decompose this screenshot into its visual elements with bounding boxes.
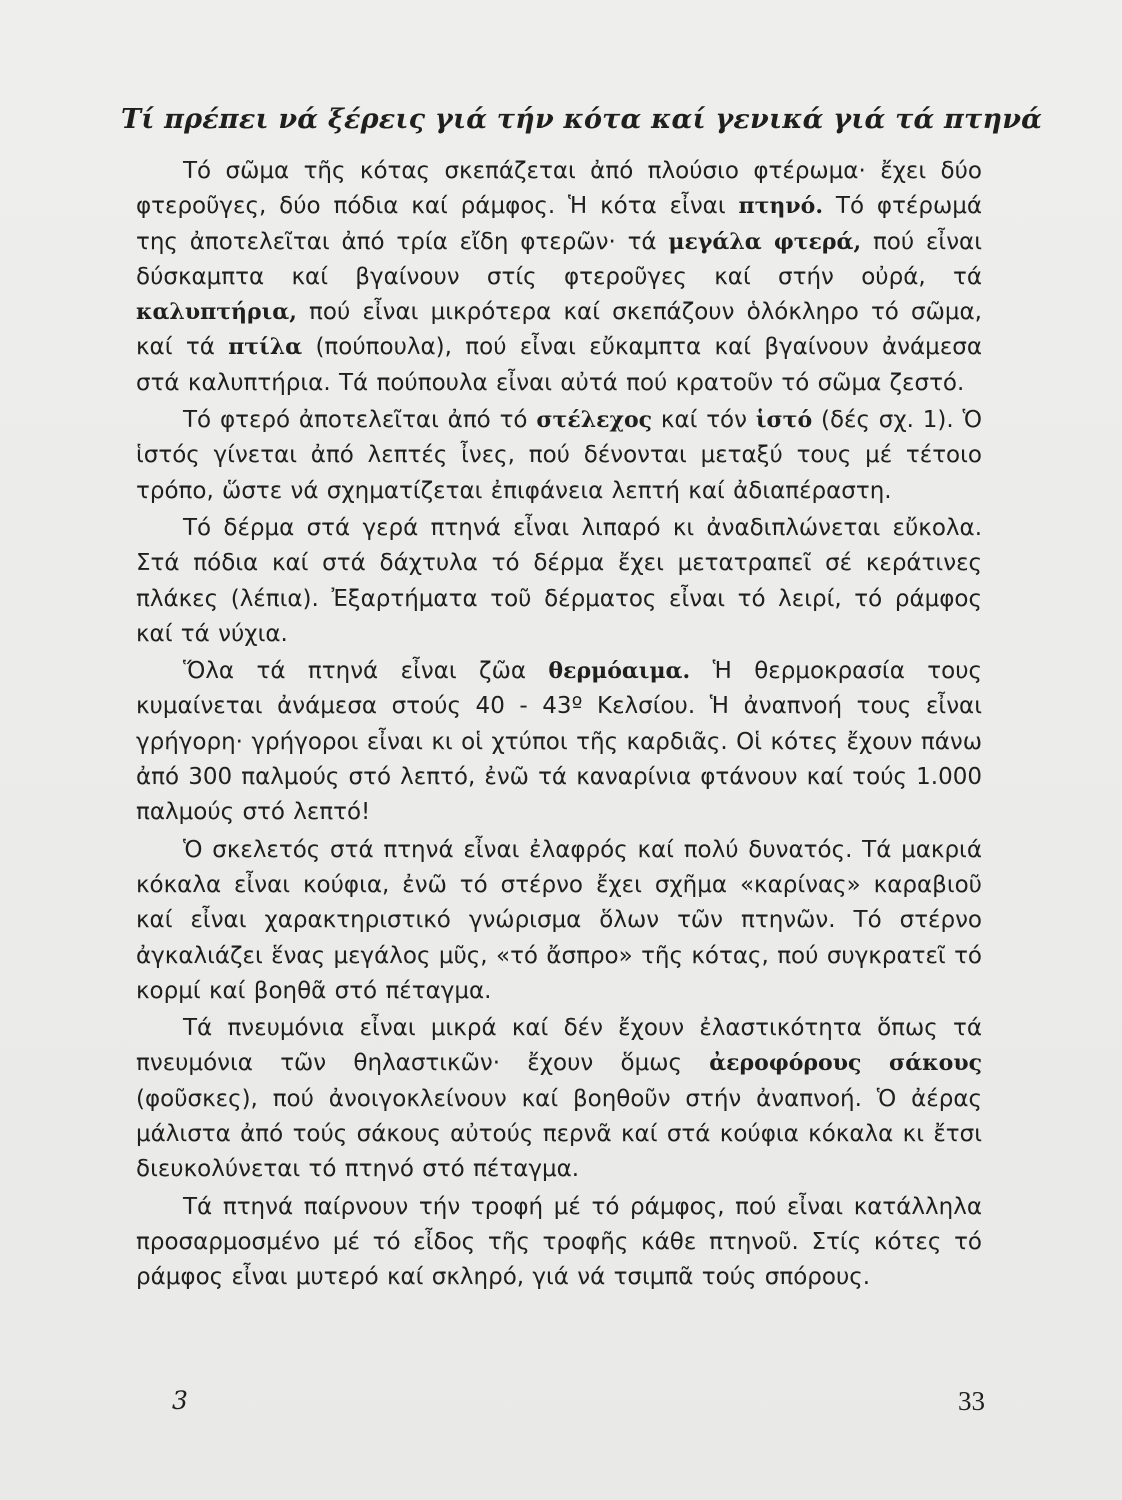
text-run: Ὁ σκελετός στά πτηνά εἶναι ἐλαφρός καί πολύ δυνατός. Τά μακριά κόκαλα εἶναι κούφια, ἐνῶ τό στέρνο ἔχει σχῆμα «καρίνας» καραβιοῦ καί εἶναι χαρακτηριστικό γνώρισμα ὅλων τῶν πτηνῶν. Τό στέρνο ἀγκαλιάζει ἕνας μεγάλος μῦς, «τό ἄσπρο» τῆς κότας, πού συγκρατεῖ τό κορμί καί βοηθᾶ στό πέταγμα. (136, 836, 982, 1004)
text-run: Τό σῶμα τῆς κότας σκεπάζεται ἀπό πλούσιο φτέρωμα· ἔχει δύο φτεροῦγες, δύο πόδια καί ράμφος. Ἡ κότα εἶναι (136, 158, 982, 220)
bold-term: πτίλα (228, 334, 303, 361)
text-run: (δές σχ. 1). Ὁ ἱστός γίνεται ἀπό λεπτές ἶνες, πού δένονται μεταξύ τους μέ τέτοιο τρόπο, ὥστε νά σχηματίζεται ἐπιφάνεια λεπτή καί ἀδιαπέραστη. (136, 407, 983, 504)
text-run: (πούπουλα), πού εἶναι εὔκαμπτα καί βγαίνουν ἀνάμεσα στά καλυπτήρια. Τά πούπουλα εἶναι αὐτά πού κρατοῦν τό σῶμα ζεστό. (136, 334, 982, 396)
paragraph-lungs (136, 1011, 982, 1187)
signature-mark: 3 (172, 1386, 188, 1415)
text-run: Τό φτερό ἀποτελεῖται ἀπό τό (183, 407, 537, 434)
bold-term: πτηνό. (738, 193, 824, 220)
paragraph-skeleton (136, 833, 982, 1009)
paragraph-warm-blooded (136, 654, 982, 830)
text-run: Τά πνευμόνια εἶναι μικρά καί δέν ἔχουν ἐλαστικότητα ὅπως τά πνευμόνια τῶν θηλαστικῶν· ἔχουν ὅμως (136, 1015, 982, 1077)
bold-term: μεγάλα φτερά, (668, 228, 862, 255)
text-run: πού εἶναι μικρότερα καί σκεπάζουν ὁλόκληρο τό σῶμα, καί τά (136, 299, 982, 361)
bold-term: καλυπτήρια, (136, 299, 297, 326)
text-run: Τά πτηνά παίρνουν τήν τροφή μέ τό ράμφος, πού εἶναι κατάλληλα προσαρμοσμένο μέ τό εἶδος τῆς τροφῆς κάθε πτηνοῦ. Στίς κότες τό ράμφος εἶναι μυτερό καί σκληρό, γιά νά τσιμπᾶ τούς σπόρους. (136, 1193, 982, 1291)
bold-term: ἀεροφόρους σάκους (709, 1050, 982, 1077)
text-run: Ἡ θερμοκρασία τους κυμαίνεται ἀνάμεσα στούς 40 - 43º Κελσίου. Ἡ ἀναπνοή τους εἶναι γρήγορη· γρήγοροι εἶναι κι οἱ χτύποι τῆς καρδιᾶς. Οἱ κότες ἔχουν πάνω ἀπό 300 παλμούς στό λεπτό, ἐνῶ τά καναρίνια φτάνουν καί τούς 1.000 παλμούς στό λεπτό! (136, 658, 982, 826)
bold-term: ἱστό (755, 407, 813, 434)
text-run: πού εἶναι δύσκαμπτα καί βγαίνουν στίς φτεροῦγες καί στήν οὐρά, τά (136, 228, 982, 290)
text-run: Τό φτέρωμά της ἀποτελεῖται ἀπό τρία εἴδη φτερῶν· τά (136, 193, 982, 255)
text-run: (φοῦσκες), πού ἀνοιγοκλείνουν καί βοηθοῦν στήν ἀναπνοή. Ὁ ἀέρας μάλιστα ἀπό τούς σάκους αὐτούς περνᾶ καί στά κούφια κόκαλα κι ἔτσι διευκολύνεται τό πτηνό στό πέταγμα. (136, 1085, 982, 1183)
paragraph-feather-structure (136, 403, 982, 509)
paragraph-feathers (136, 154, 982, 401)
section-heading: Τί πρέπει νά ξέρεις γιά τήν κότα καί γενικά γιά τά πτηνά (121, 104, 1043, 135)
text-run: Ὅλα τά πτηνά εἶναι ζῶα (183, 658, 549, 685)
bold-term: θερμόαιμα. (548, 658, 691, 685)
body-text (136, 154, 982, 1296)
page-number: 33 (958, 1386, 985, 1416)
paragraph-beak (136, 1190, 982, 1296)
bold-term: στέλεχος (536, 407, 653, 434)
text-run: καί τόν (652, 407, 756, 434)
paragraph-skin (136, 511, 982, 652)
text-run: Τό δέρμα στά γερά πτηνά εἶναι λιπαρό κι ἀναδιπλώνεται εὔκολα. Στά πόδια καί στά δάχτυλα τό δέρμα ἔχει μετατραπεῖ σέ κεράτινες πλάκες (λέπια). Ἐξαρτήματα τοῦ δέρματος εἶναι τό λειρί, τό ράμφος καί τά νύχια. (136, 514, 982, 647)
